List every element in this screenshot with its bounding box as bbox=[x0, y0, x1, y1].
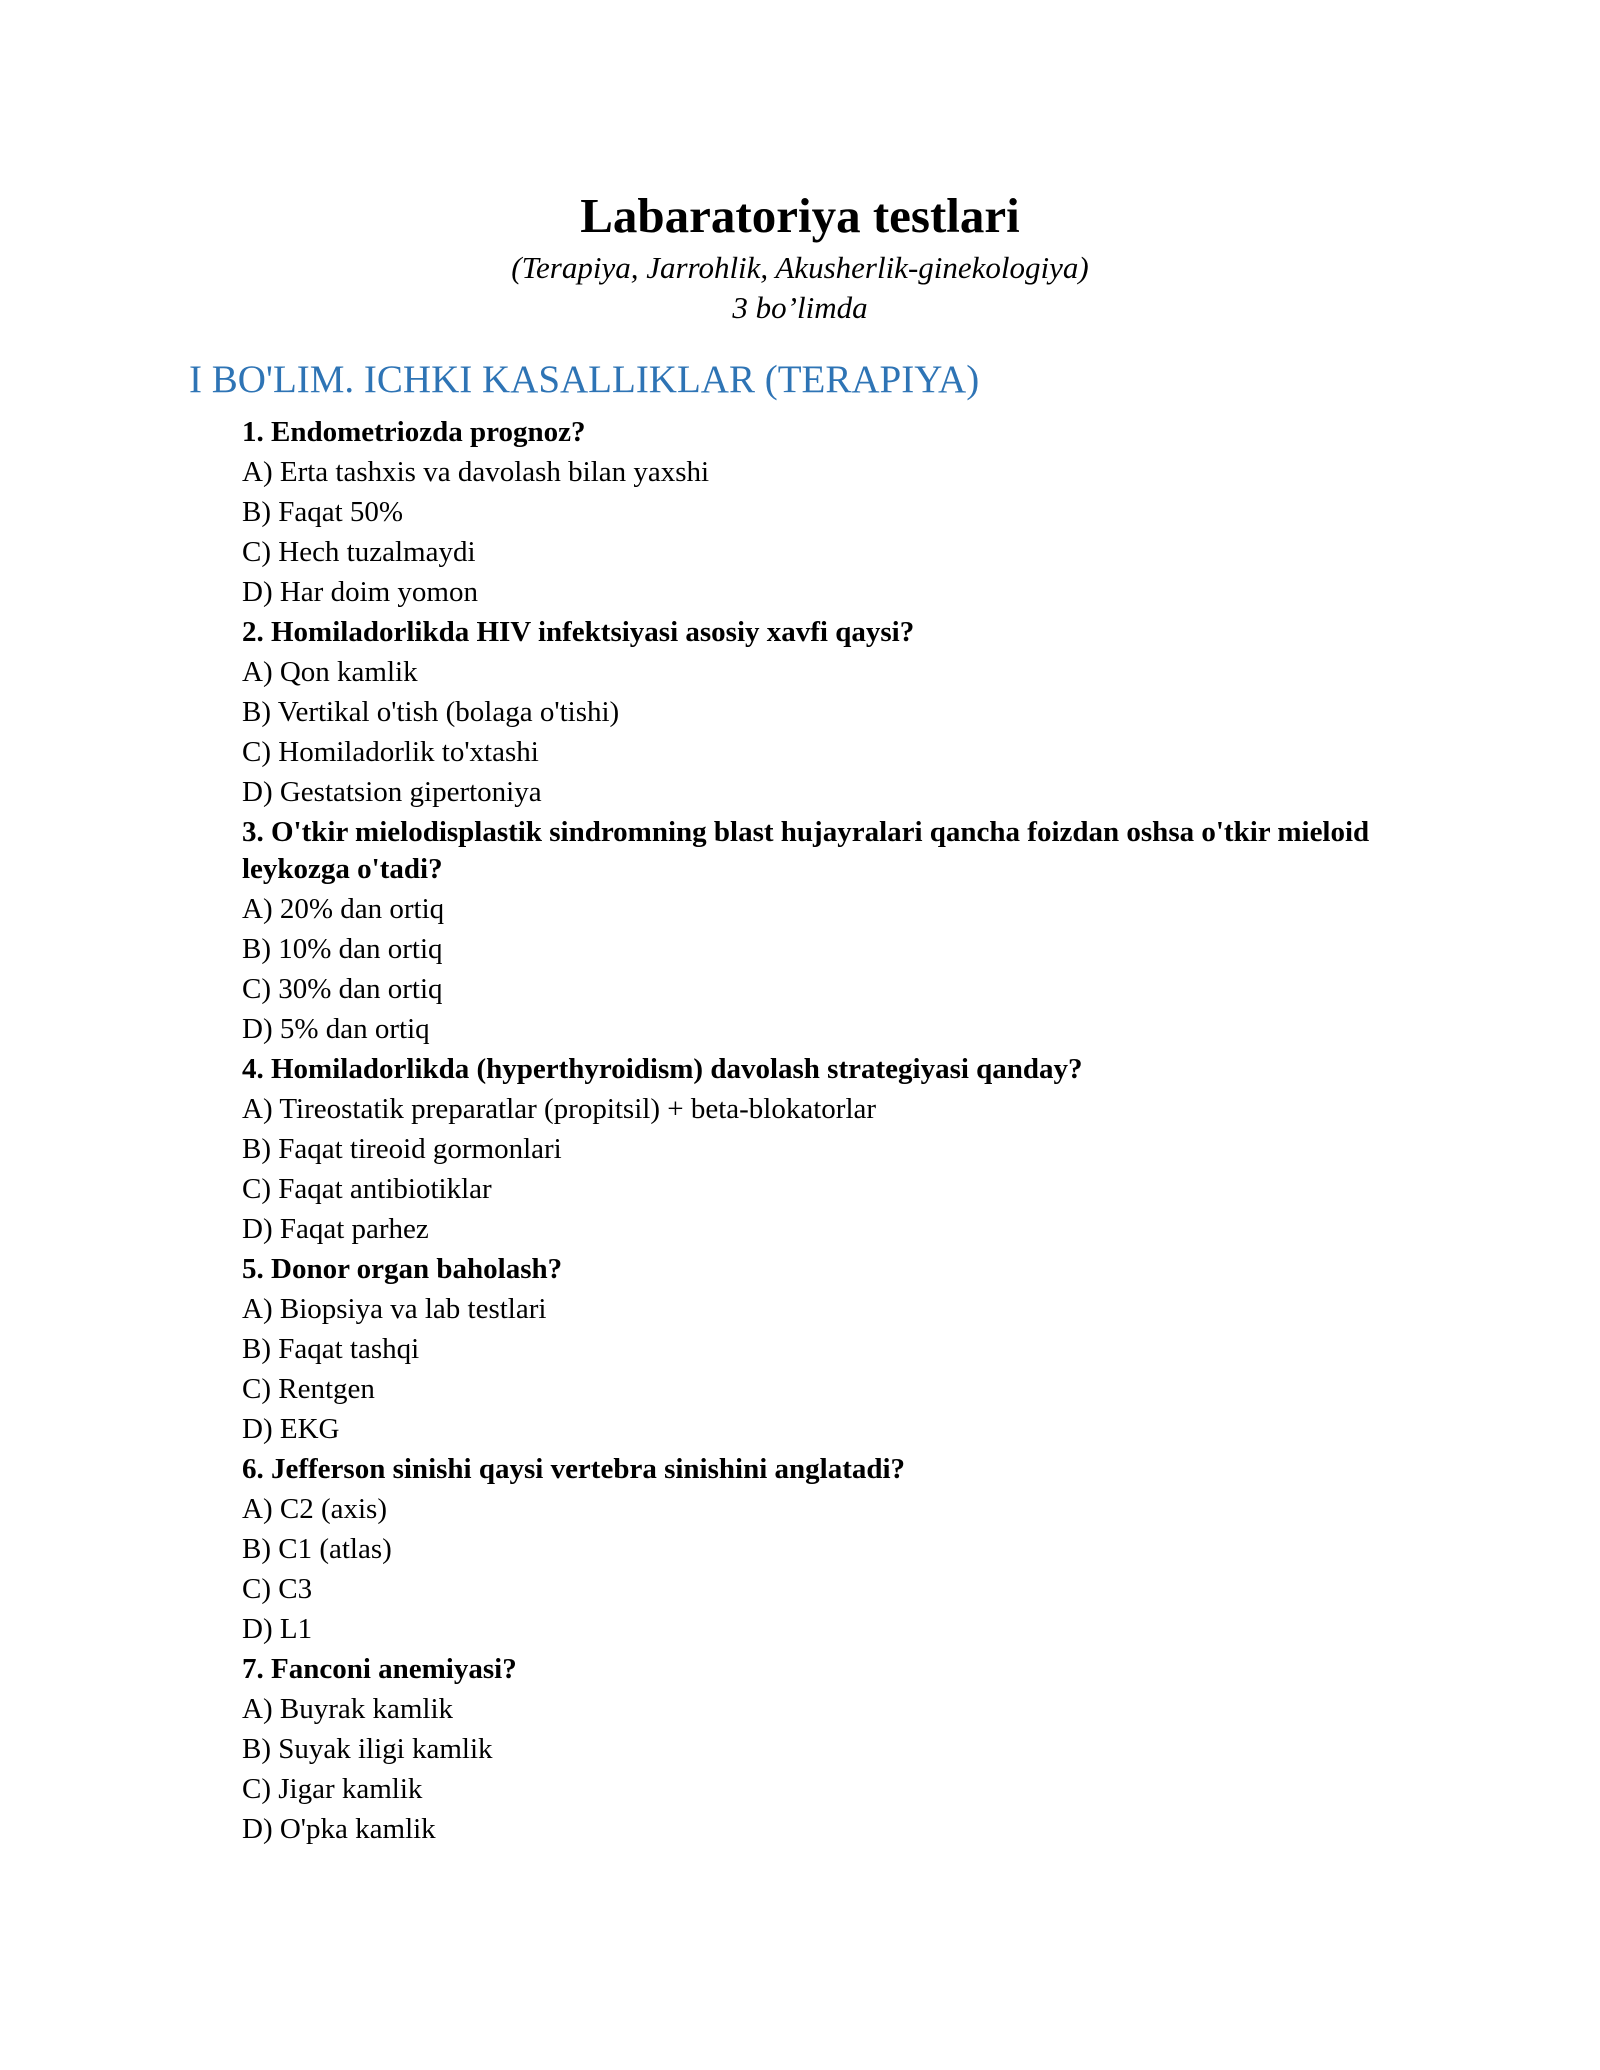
answer-option-b: B) Faqat 50% bbox=[242, 496, 404, 528]
answer-option-d: D) Gestatsion gipertoniya bbox=[242, 776, 542, 808]
question-7 bbox=[242, 1649, 1382, 1849]
answer-option-d: D) O'pka kamlik bbox=[242, 1813, 436, 1845]
answer-option-a: A) 20% dan ortiq bbox=[242, 893, 445, 925]
answer-option-b: B) 10% dan ortiq bbox=[242, 933, 443, 965]
document-subtitle: (Terapiya, Jarrohlik, Akusherlik-ginekologiya) bbox=[511, 250, 1089, 285]
question-1 bbox=[242, 412, 1382, 612]
answer-option-c: C) Jigar kamlik bbox=[242, 1773, 423, 1805]
answer-option-c: C) Homiladorlik to'xtashi bbox=[242, 736, 539, 768]
question-6 bbox=[242, 1449, 1382, 1649]
answer-option-d: D) Faqat parhez bbox=[242, 1213, 429, 1245]
answer-option-a: A) Tireostatik preparatlar (propitsil) + beta-blokatorlar bbox=[242, 1093, 877, 1125]
answer-option-c: C) C3 bbox=[242, 1573, 313, 1605]
document-section-count: 3 bo’limda bbox=[732, 290, 868, 325]
answer-option-d: D) L1 bbox=[242, 1613, 313, 1645]
answer-option-b: B) Vertikal o'tish (bolaga o'tishi) bbox=[242, 696, 620, 728]
question-3 bbox=[242, 812, 1382, 1049]
answer-option-b: B) Suyak iligi kamlik bbox=[242, 1733, 493, 1765]
answer-option-c: C) Hech tuzalmaydi bbox=[242, 536, 476, 568]
answer-option-a: A) Erta tashxis va davolash bilan yaxshi bbox=[242, 456, 710, 488]
question-text: 1. Endometriozda prognoz? bbox=[242, 416, 586, 448]
answer-option-d: D) EKG bbox=[242, 1413, 340, 1445]
answer-option-d: D) 5% dan ortiq bbox=[242, 1013, 430, 1045]
question-2 bbox=[242, 612, 1382, 812]
answer-option-b: B) Faqat tireoid gormonlari bbox=[242, 1133, 562, 1165]
question-list bbox=[242, 412, 1382, 1849]
question-5 bbox=[242, 1249, 1382, 1449]
question-text: 5. Donor organ baholash? bbox=[242, 1253, 563, 1285]
document-title: Labaratoriya testlari bbox=[580, 188, 1020, 243]
answer-option-d: D) Har doim yomon bbox=[242, 576, 478, 608]
question-text: 3. O'tkir mielodisplastik sindromning blast hujayralari qancha foizdan oshsa o'tkir mieloid leykozga o'tadi? bbox=[242, 816, 1370, 885]
answer-option-b: B) C1 (atlas) bbox=[242, 1533, 392, 1565]
question-4 bbox=[242, 1049, 1382, 1249]
question-text: 2. Homiladorlikda HIV infektsiyasi asosiy xavfi qaysi? bbox=[242, 616, 915, 648]
answer-option-c: C) Faqat antibiotiklar bbox=[242, 1173, 492, 1205]
answer-option-a: A) Biopsiya va lab testlari bbox=[242, 1293, 547, 1325]
question-text: 7. Fanconi anemiyasi? bbox=[242, 1653, 517, 1685]
answer-option-a: A) Qon kamlik bbox=[242, 656, 418, 688]
question-text: 6. Jefferson sinishi qaysi vertebra sinishini anglatadi? bbox=[242, 1453, 906, 1485]
answer-option-a: A) C2 (axis) bbox=[242, 1493, 387, 1525]
section-heading: I BO'LIM. ICHKI KASALLIKLAR (TERAPIYA) bbox=[189, 358, 980, 401]
answer-option-b: B) Faqat tashqi bbox=[242, 1333, 420, 1365]
answer-option-c: C) 30% dan ortiq bbox=[242, 973, 443, 1005]
question-text: 4. Homiladorlikda (hyperthyroidism) davolash strategiyasi qanday? bbox=[242, 1053, 1083, 1085]
answer-option-a: A) Buyrak kamlik bbox=[242, 1693, 454, 1725]
answer-option-c: C) Rentgen bbox=[242, 1373, 375, 1405]
